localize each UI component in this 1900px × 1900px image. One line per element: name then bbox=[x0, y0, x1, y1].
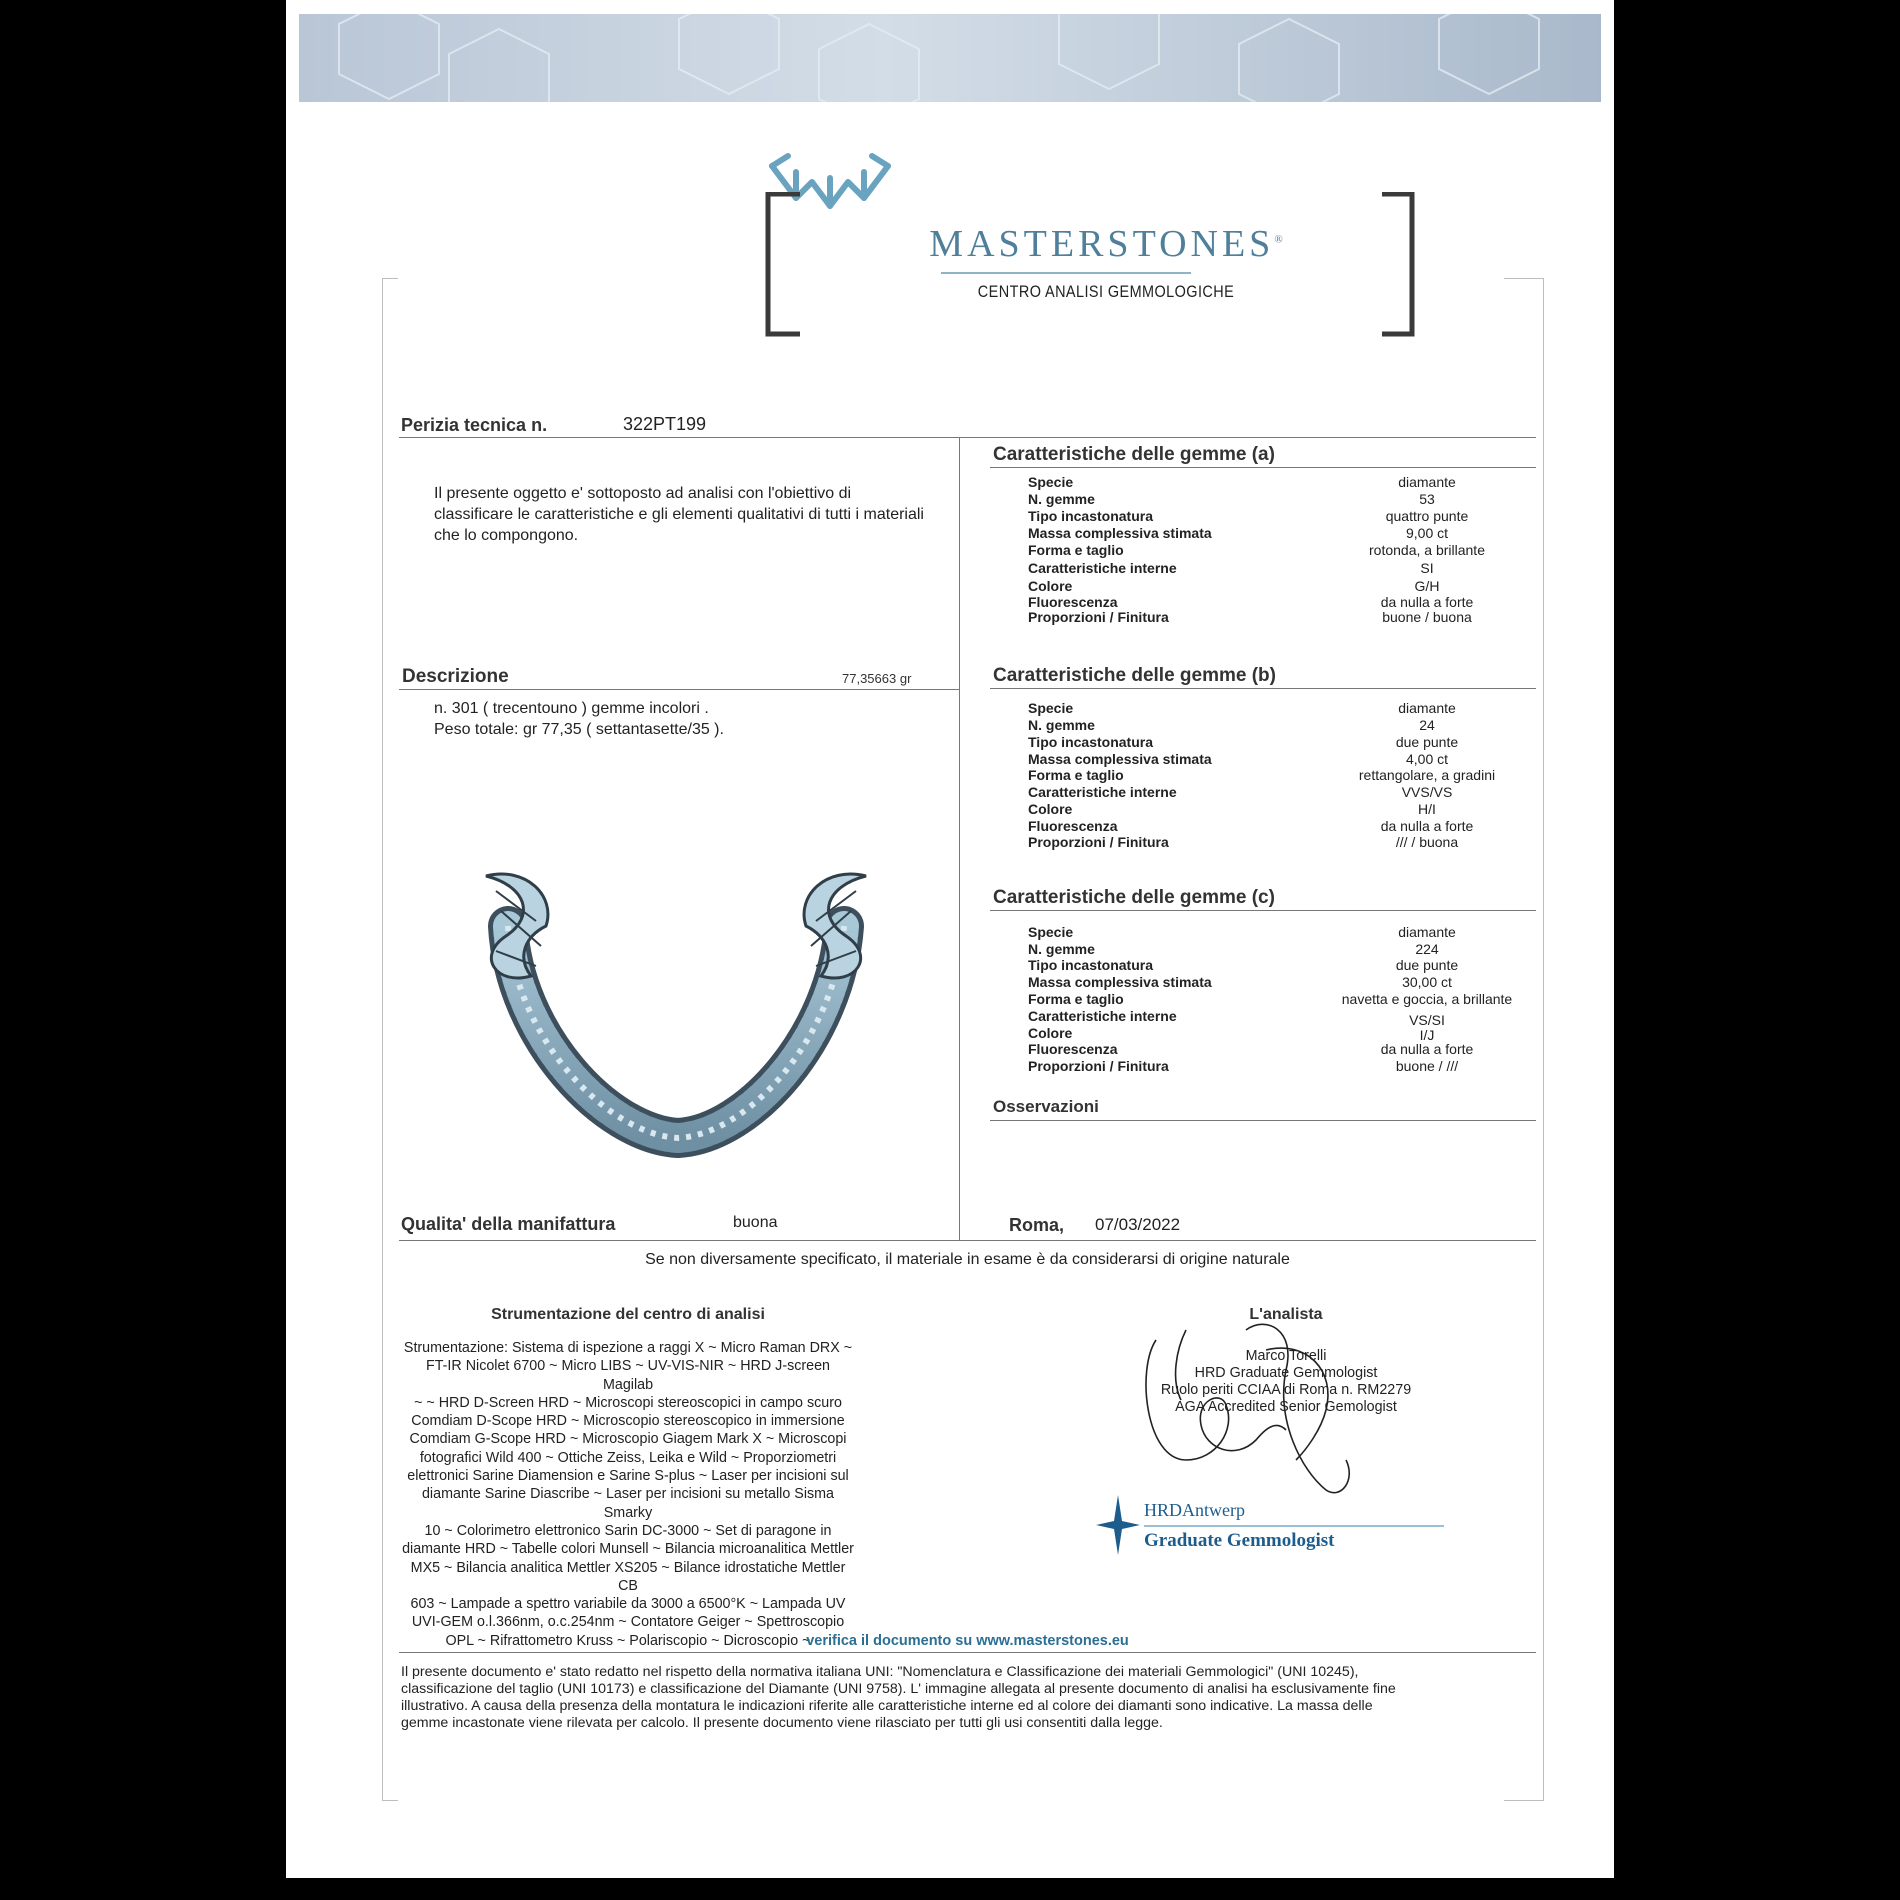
hrd-logo-line-1: HRDAntwerp bbox=[1144, 1500, 1245, 1520]
gem-a-label-massa: Massa complessiva stimata bbox=[1028, 525, 1212, 541]
gem-a-rule bbox=[990, 467, 1536, 468]
gem-a-title: Caratteristiche delle gemme (a) bbox=[993, 444, 1275, 465]
gem-c-label-proporzioni: Proporzioni / Finitura bbox=[1028, 1058, 1169, 1074]
gem-b-label-n: N. gemme bbox=[1028, 717, 1095, 733]
gem-c-label-specie: Specie bbox=[1028, 924, 1074, 940]
strumentazione-line: diamante HRD ~ Tabelle colori Munsell ~ Bilancia microanalitica Mettler bbox=[402, 1541, 854, 1558]
gem-a-label-interne: Caratteristiche interne bbox=[1028, 560, 1177, 576]
analista-name: Marco Torelli bbox=[1245, 1348, 1327, 1364]
gem-c-label-massa: Massa complessiva stimata bbox=[1028, 974, 1212, 990]
gem-c-colore: I/J bbox=[1419, 1027, 1435, 1043]
gem-b-label-interne: Caratteristiche interne bbox=[1028, 784, 1177, 800]
strumentazione-line: FT-IR Nicolet 6700 ~ Micro LIBS ~ UV-VIS-NIR ~ HRD J-screen Magilab bbox=[425, 1358, 830, 1393]
strumentazione-line: Comdiam D-Scope HRD ~ Microscopio stereoscopico in immersione bbox=[411, 1413, 845, 1430]
gem-c-massa: 30,00 ct bbox=[1402, 974, 1452, 990]
hrd-logo-rule bbox=[1144, 1525, 1444, 1527]
gem-b-massa: 4,00 ct bbox=[1405, 751, 1449, 767]
perizia-number: 322PT199 bbox=[623, 414, 707, 434]
analista-title: L'analista bbox=[1249, 1306, 1323, 1323]
gem-b-label-fluorescenza: Fluorescenza bbox=[1028, 818, 1118, 834]
gem-c-label-fluorescenza: Fluorescenza bbox=[1028, 1041, 1118, 1057]
gem-a-tipo: quattro punte bbox=[1385, 508, 1469, 524]
gem-c-fluorescenza: da nulla a forte bbox=[1380, 1041, 1474, 1057]
gem-a-specie: diamante bbox=[1398, 474, 1456, 490]
gem-b-label-specie: Specie bbox=[1028, 700, 1074, 716]
strumentazione-title: Strumentazione del centro di analisi bbox=[491, 1306, 765, 1323]
brand-subtitle: CENTRO ANALISI GEMMOLOGICHE bbox=[977, 282, 1235, 301]
gem-a-label-tipo: Tipo incastonatura bbox=[1028, 508, 1153, 524]
legal-line: classificazione del taglio (UNI 10173) e classificazione del Diamante (UNI 9758). L' immagine allegata al presente documento di analisi ha esclusivamente fine bbox=[401, 1681, 1396, 1697]
legal-line: illustrativo. A causa della presenza della montatura le indicazioni riferite alle caratteristiche interne ed al colore dei diamanti sono indicative. La massa delle bbox=[401, 1698, 1373, 1714]
gem-b-title: Caratteristiche delle gemme (b) bbox=[993, 665, 1276, 686]
hrd-logo-line-2: Graduate Gemmologist bbox=[1144, 1530, 1335, 1551]
gem-a-label-proporzioni: Proporzioni / Finitura bbox=[1028, 609, 1169, 625]
brand-divider bbox=[941, 272, 1191, 274]
gem-b-n: 24 bbox=[1419, 717, 1435, 733]
legal-footer bbox=[401, 1664, 1536, 1732]
certificate-page bbox=[286, 0, 1614, 1878]
gem-c-label-interne: Caratteristiche interne bbox=[1028, 1008, 1177, 1024]
gem-c-label-tipo: Tipo incastonatura bbox=[1028, 957, 1153, 973]
descrizione-line-2: Peso totale: gr 77,35 ( settantasette/35 ). bbox=[434, 721, 724, 738]
origin-note: Se non diversamente specificato, il materiale in esame è da considerarsi di origine naturale bbox=[645, 1251, 1290, 1268]
strumentazione-line: Strumentazione: Sistema di ispezione a raggi X ~ Micro Raman DRX ~ bbox=[403, 1340, 853, 1356]
gem-b-specie: diamante bbox=[1398, 700, 1456, 716]
gem-b-fluorescenza: da nulla a forte bbox=[1380, 818, 1474, 834]
gem-c-label-forma: Forma e taglio bbox=[1028, 991, 1124, 1007]
gem-b-label-proporzioni: Proporzioni / Finitura bbox=[1028, 834, 1169, 850]
strumentazione-line: diamante Sarine Diascribe ~ Laser per incisioni su metallo Sisma Smarky bbox=[421, 1486, 835, 1521]
strumentazione-line: OPL ~ Rifrattometro Kruss ~ Polariscopio ~ Dicroscopio ~ bbox=[445, 1632, 811, 1649]
intro-text: Il presente oggetto e' sottoposto ad analisi con l'obiettivo di classificare le caratteristiche e gli elementi qualitativi di tutti i materiali che lo compongono. bbox=[434, 485, 924, 544]
descrizione-weight: 77,35663 gr bbox=[842, 671, 912, 686]
gem-b-proporzioni: /// / buona bbox=[1395, 834, 1459, 850]
gem-b-label-massa: Massa complessiva stimata bbox=[1028, 751, 1212, 767]
qualita-label: Qualita' della manifattura bbox=[401, 1214, 616, 1234]
strumentazione-list bbox=[402, 1339, 854, 1650]
gem-b-label-tipo: Tipo incastonatura bbox=[1028, 734, 1153, 750]
gem-a-label-fluorescenza: Fluorescenza bbox=[1028, 594, 1118, 610]
strumentazione-line: ~ ~ HRD D-Screen HRD ~ Microscopi stereoscopici in campo scuro bbox=[414, 1394, 842, 1411]
gem-b-colore: H/I bbox=[1418, 801, 1436, 817]
gem-a-forma: rotonda, a brillante bbox=[1369, 542, 1485, 558]
gem-b-forma: rettangolare, a gradini bbox=[1358, 767, 1496, 783]
gem-a-interne: SI bbox=[1420, 560, 1434, 576]
header-banner bbox=[299, 14, 1601, 102]
gem-b-rule bbox=[990, 688, 1536, 689]
analista-line: HRD Graduate Gemmologist bbox=[1194, 1365, 1378, 1381]
perizia-label: Perizia tecnica n. bbox=[401, 415, 548, 435]
city-label: Roma, bbox=[1009, 1215, 1065, 1235]
gem-a-label-specie: Specie bbox=[1028, 474, 1074, 490]
descrizione-line-1: n. 301 ( trecentouno ) gemme incolori . bbox=[434, 700, 709, 717]
signature bbox=[1126, 1310, 1376, 1510]
hrd-star-icon bbox=[1096, 1495, 1140, 1555]
gem-a-massa: 9,00 ct bbox=[1405, 525, 1449, 541]
strumentazione-line: 603 ~ Lampade a spettro variabile da 3000 a 6500°K ~ Lampada UV bbox=[410, 1596, 846, 1613]
analista-line: AGA Accredited Senior Gemologist bbox=[1175, 1399, 1397, 1415]
qualita-value: buona bbox=[733, 1214, 778, 1231]
analista-line: Ruolo periti CCIAA di Roma n. RM2279 bbox=[1160, 1382, 1412, 1398]
gem-c-rule bbox=[990, 910, 1536, 911]
necklace-photo bbox=[456, 866, 896, 1172]
footer-rule bbox=[399, 1652, 1536, 1653]
gem-c-interne: VS/SI bbox=[1409, 1012, 1445, 1028]
verify-link[interactable]: verifica il documento su www.masterstones.eu bbox=[806, 1633, 1129, 1649]
gem-c-forma: navetta e goccia, a brillante bbox=[1341, 991, 1513, 1007]
strumentazione-line: elettronici Sarine Diamension e Sarine S-plus ~ Laser per incisioni sul bbox=[407, 1468, 849, 1485]
legal-line: Il presente documento e' stato redatto nel rispetto della normativa italiana UNI: "Nomenclatura e Classificazione dei materiali Gemmologici" (UNI 10245), bbox=[401, 1664, 1359, 1680]
gem-c-specie: diamante bbox=[1398, 924, 1456, 940]
strumentazione-line: 10 ~ Colorimetro elettronico Sarin DC-3000 ~ Set di paragone in bbox=[424, 1522, 832, 1539]
strumentazione-line: fotografici Wild 400 ~ Ottiche Zeiss, Leika e Wild ~ Proporziometri bbox=[419, 1449, 837, 1466]
gem-b-interne: VVS/VS bbox=[1401, 784, 1453, 800]
osservazioni-title: Osservazioni bbox=[993, 1097, 1099, 1116]
gem-a-n: 53 bbox=[1419, 491, 1435, 507]
strumentazione-line: UVI-GEM o.l.366nm, o.c.254nm ~ Contatore Geiger ~ Spettroscopio bbox=[411, 1614, 845, 1631]
gem-b-label-forma: Forma e taglio bbox=[1028, 767, 1124, 783]
gem-a-colore: G/H bbox=[1414, 578, 1440, 594]
qualita-rule bbox=[399, 1240, 1536, 1241]
legal-line: gemme incastonate viene rilevata per calcolo. Il presente documento viene rilasciato per tutti gli usi consentiti dalla legge. bbox=[401, 1715, 1163, 1731]
gem-c-label-colore: Colore bbox=[1028, 1025, 1073, 1041]
descrizione-rule bbox=[399, 689, 959, 690]
gem-b-label-colore: Colore bbox=[1028, 801, 1073, 817]
gem-a-label-n: N. gemme bbox=[1028, 491, 1095, 507]
brand-name: MASTERSTONES® bbox=[929, 223, 1283, 265]
gem-b-tipo: due punte bbox=[1395, 734, 1459, 750]
gem-c-n: 224 bbox=[1415, 941, 1439, 957]
osservazioni-rule bbox=[990, 1120, 1536, 1121]
hexagon-pattern bbox=[299, 14, 1601, 102]
descrizione-title: Descrizione bbox=[402, 666, 509, 687]
strumentazione-line: MX5 ~ Bilancia analitica Mettler XS205 ~ Bilance idrostatiche Mettler CB bbox=[410, 1559, 846, 1594]
gem-a-label-colore: Colore bbox=[1028, 578, 1073, 594]
document-date: 07/03/2022 bbox=[1095, 1215, 1181, 1234]
gem-c-tipo: due punte bbox=[1395, 957, 1459, 973]
gem-c-proporzioni: buone / /// bbox=[1395, 1058, 1459, 1074]
strumentazione-line: Comdiam G-Scope HRD ~ Microscopio Giagem Mark X ~ Microscopi bbox=[409, 1431, 847, 1448]
header-rule bbox=[399, 437, 1536, 438]
gem-a-fluorescenza: da nulla a forte bbox=[1380, 594, 1474, 610]
gem-a-label-forma: Forma e taglio bbox=[1028, 542, 1124, 558]
column-divider bbox=[959, 437, 960, 1240]
gem-c-label-n: N. gemme bbox=[1028, 941, 1095, 957]
gem-a-proporzioni: buone / buona bbox=[1382, 609, 1472, 625]
gem-c-title: Caratteristiche delle gemme (c) bbox=[993, 887, 1275, 908]
